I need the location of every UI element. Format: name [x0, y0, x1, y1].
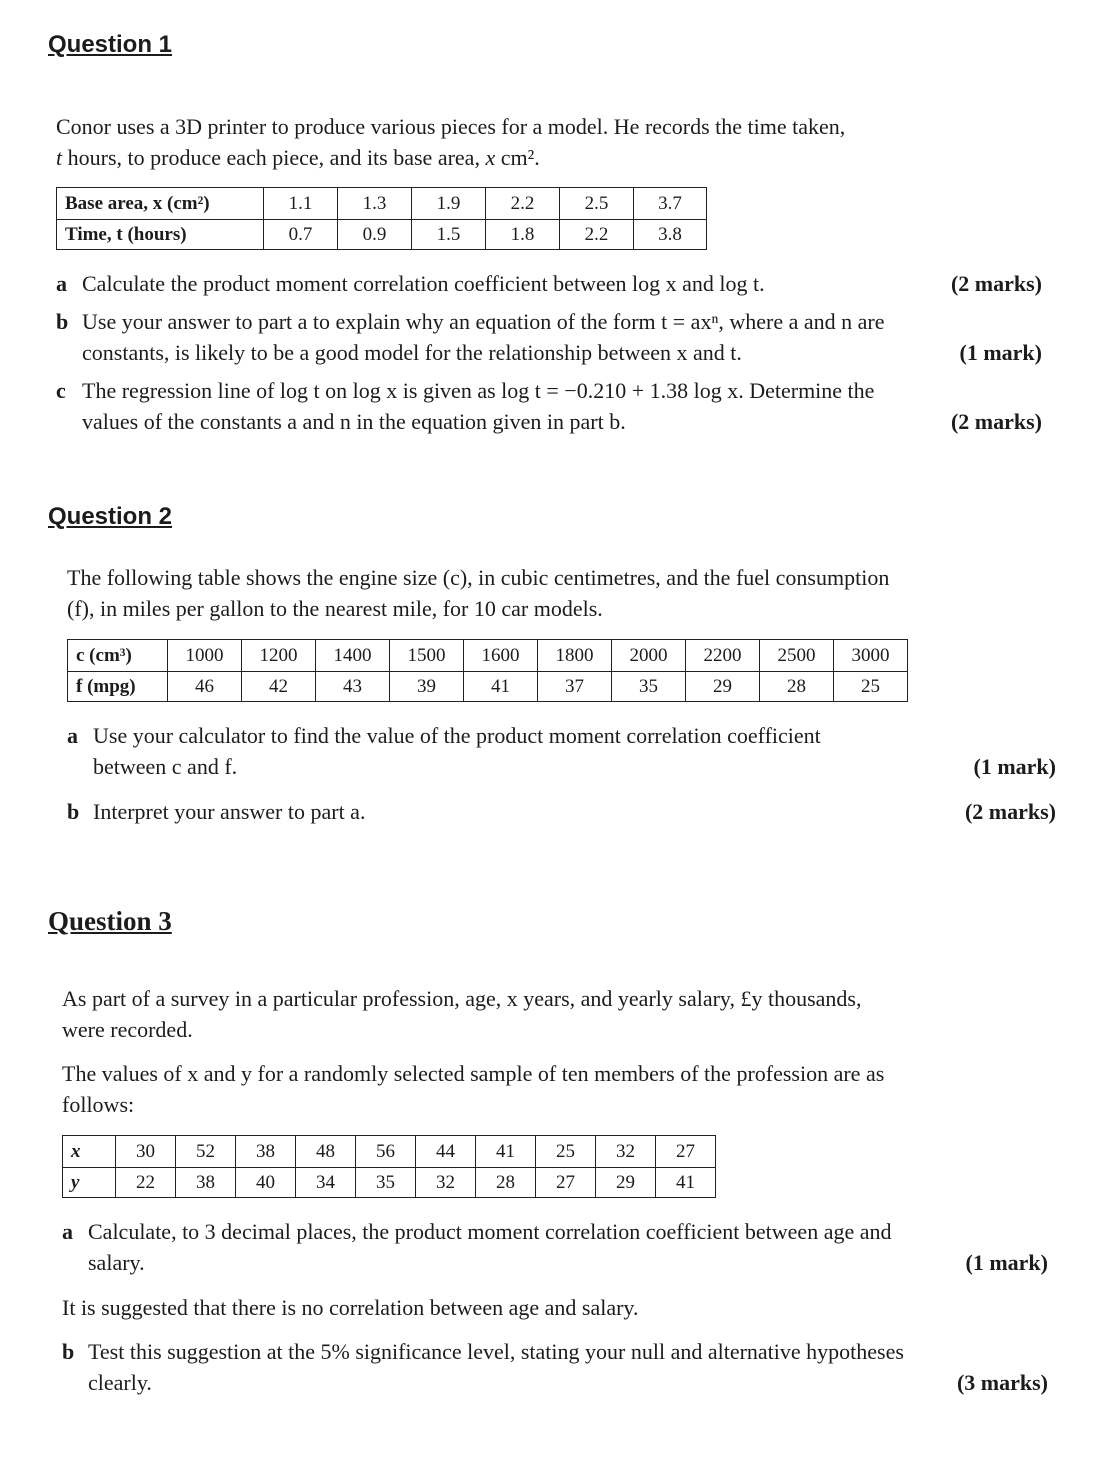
table-cell: 1.5: [412, 220, 486, 250]
part-label: b: [62, 1339, 75, 1364]
table-cell: 3000: [834, 640, 908, 672]
table-cell: 56: [356, 1136, 416, 1168]
question-1-heading: Question 1: [48, 31, 173, 58]
table-cell: 52: [176, 1136, 236, 1168]
table-cell: 37: [538, 672, 612, 702]
q1-part-b: [56, 306, 1042, 368]
table-cell: 28: [760, 672, 834, 702]
table-cell: 35: [356, 1168, 416, 1198]
q3-row2-label: y: [63, 1168, 116, 1198]
q2-part-b: [67, 796, 1056, 827]
table-cell: 0.9: [338, 220, 412, 250]
q3-intro: [62, 983, 1062, 1045]
table-cell: 1.9: [412, 188, 486, 220]
part-text: Use your calculator to find the value of the product moment correlation coefficient between c and f.: [93, 723, 821, 779]
part-text: Use your answer to part a to explain why an equation of the form t = axⁿ, where a and n are constants, is likely to be a good model for the relationship between x and t.: [82, 309, 885, 365]
q2-data-table: [67, 639, 908, 702]
table-cell: 39: [390, 672, 464, 702]
q1-row-time: [57, 220, 707, 250]
table-cell: 1800: [538, 640, 612, 672]
table-cell: 32: [596, 1136, 656, 1168]
table-cell: 40: [236, 1168, 296, 1198]
part-label: a: [67, 723, 78, 748]
table-cell: 1400: [316, 640, 390, 672]
q2-row-fuel: [68, 672, 908, 702]
q2-intro-line2: (f), in miles per gallon to the nearest mile, for 10 car models.: [67, 596, 603, 621]
q1-row1-label: Base area, x (cm²): [57, 188, 264, 220]
q3-suggestion: It is suggested that there is no correlation between age and salary.: [62, 1295, 639, 1320]
q3-row1-label: x: [63, 1136, 116, 1168]
q1-data-table: [56, 187, 707, 250]
table-cell: 2.2: [560, 220, 634, 250]
table-cell: 38: [236, 1136, 296, 1168]
table-cell: 2500: [760, 640, 834, 672]
table-cell: 38: [176, 1168, 236, 1198]
q3-intro-line2: were recorded.: [62, 1017, 193, 1042]
table-cell: 22: [116, 1168, 176, 1198]
table-cell: 44: [416, 1136, 476, 1168]
q2-part-a: [67, 720, 1056, 782]
table-cell: 0.7: [264, 220, 338, 250]
table-cell: 1200: [242, 640, 316, 672]
table-cell: 25: [834, 672, 908, 702]
question-2-heading: Question 2: [48, 503, 173, 530]
q3-row-x: [63, 1136, 716, 1168]
marks: (2 marks): [950, 409, 1042, 434]
part-label: c: [56, 378, 66, 403]
table-cell: 3.8: [634, 220, 707, 250]
part-text: Calculate the product moment correlation coefficient between log x and log t.: [82, 271, 765, 296]
table-cell: 48: [296, 1136, 356, 1168]
q3-row-y: [63, 1168, 716, 1198]
table-cell: 34: [296, 1168, 356, 1198]
table-cell: 43: [316, 672, 390, 702]
marks: (1 mark): [973, 754, 1056, 779]
table-cell: 29: [596, 1168, 656, 1198]
q2-intro-line1: The following table shows the engine size (c), in cubic centimetres, and the fuel consumption: [67, 565, 890, 590]
table-cell: 2200: [686, 640, 760, 672]
marks: (1 mark): [959, 340, 1042, 365]
table-cell: 1600: [464, 640, 538, 672]
table-cell: 32: [416, 1168, 476, 1198]
question-3-heading: Question 3: [48, 906, 172, 936]
q2-row1-label: c (cm³): [68, 640, 168, 672]
q3-part-a: [62, 1216, 1048, 1278]
part-text: Interpret your answer to part a.: [93, 799, 366, 824]
q1-part-a: [56, 268, 1042, 299]
q3-intro2-line1: The values of x and y for a randomly selected sample of ten members of the profession are as: [62, 1061, 885, 1086]
table-cell: 28: [476, 1168, 536, 1198]
q1-intro-line1: Conor uses a 3D printer to produce various pieces for a model. He records the time taken,: [56, 114, 846, 139]
table-cell: 41: [656, 1168, 716, 1198]
marks: (2 marks): [964, 799, 1056, 824]
table-cell: 25: [536, 1136, 596, 1168]
table-cell: 46: [168, 672, 242, 702]
table-cell: 2000: [612, 640, 686, 672]
q1-part-c: [56, 375, 1042, 437]
part-label: a: [62, 1219, 73, 1244]
part-text: The regression line of log t on log x is given as log t = −0.210 + 1.38 log x. Determine the values of the constants a and n in the equation given in part b.: [82, 378, 875, 434]
table-cell: 42: [242, 672, 316, 702]
table-cell: 1.8: [486, 220, 560, 250]
table-cell: 27: [536, 1168, 596, 1198]
table-cell: 35: [612, 672, 686, 702]
table-cell: 1000: [168, 640, 242, 672]
part-label: b: [56, 309, 69, 334]
table-cell: 30: [116, 1136, 176, 1168]
part-text: Calculate, to 3 decimal places, the product moment correlation coefficient between age and salary.: [88, 1219, 892, 1275]
part-label: b: [67, 799, 80, 824]
q1-row2-label: Time, t (hours): [57, 220, 264, 250]
marks: (2 marks): [950, 271, 1042, 296]
q3-part-b: [62, 1336, 1048, 1398]
table-cell: 41: [476, 1136, 536, 1168]
q3-data-table: [62, 1135, 716, 1198]
q1-intro-line2: t hours, to produce each piece, and its base area, x cm².: [56, 145, 540, 170]
q3-intro-2: [62, 1058, 1062, 1120]
table-cell: 1500: [390, 640, 464, 672]
q2-row-engine-size: [68, 640, 908, 672]
part-label: a: [56, 271, 67, 296]
q2-row2-label: f (mpg): [68, 672, 168, 702]
q1-row-base-area: [57, 188, 707, 220]
table-cell: 29: [686, 672, 760, 702]
table-cell: 41: [464, 672, 538, 702]
table-cell: 1.1: [264, 188, 338, 220]
q2-intro: [67, 562, 1067, 624]
marks: (1 mark): [965, 1250, 1048, 1275]
q3-intro-line1: As part of a survey in a particular profession, age, x years, and yearly salary, £y thousands,: [62, 986, 862, 1011]
part-text: Test this suggestion at the 5% significance level, stating your null and alternative hypotheses clearly.: [88, 1339, 904, 1395]
table-cell: 1.3: [338, 188, 412, 220]
marks: (3 marks): [956, 1370, 1048, 1395]
q1-intro: [56, 111, 1056, 173]
table-cell: 2.5: [560, 188, 634, 220]
table-cell: 3.7: [634, 188, 707, 220]
table-cell: 2.2: [486, 188, 560, 220]
q3-intro2-line2: follows:: [62, 1092, 135, 1117]
table-cell: 27: [656, 1136, 716, 1168]
